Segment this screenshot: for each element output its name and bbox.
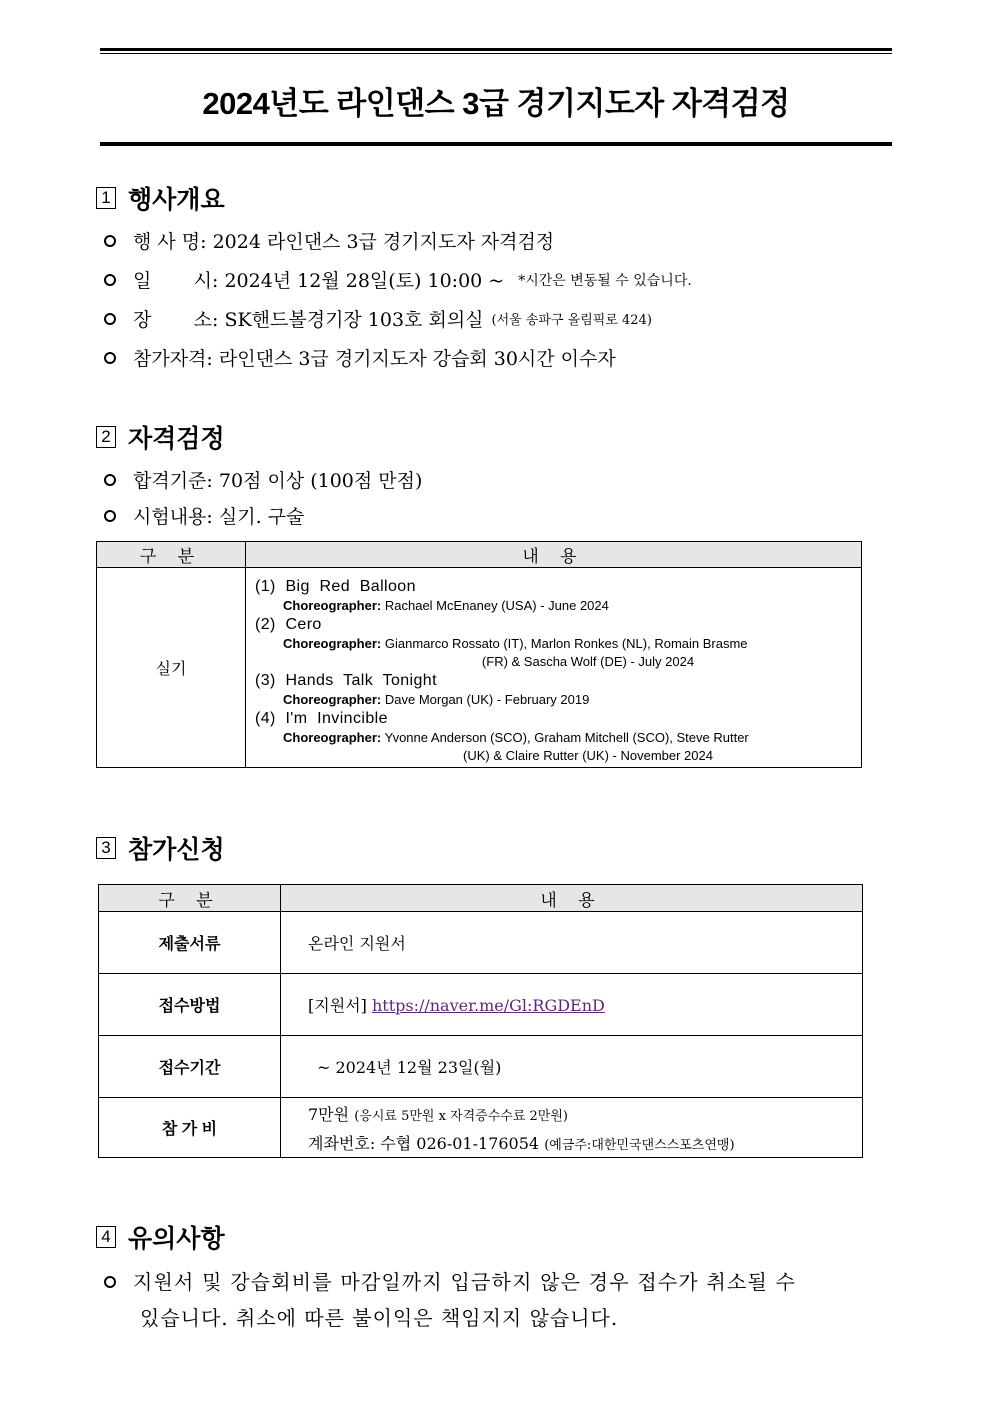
section-heading-exam [96, 420, 225, 454]
choreographer-value: Yvonne Anderson (SCO), Graham Mitchell (SCO), Steve Rutter [384, 730, 749, 745]
item-label: 합격기준: [133, 470, 213, 492]
row-value-documents: 온라인 지원서 [281, 912, 863, 974]
dance-choreographer [255, 729, 853, 765]
bullet-circle-icon [104, 474, 116, 486]
table-row-label: 실기 [97, 568, 246, 768]
fee-account-line [308, 1131, 862, 1154]
list-item-venue [104, 305, 652, 332]
dance-choreographer [255, 691, 853, 709]
table-header-row [97, 542, 862, 568]
notice-text-line1: 지원서 및 강습회비를 마감일까지 입금하지 않은 경우 접수가 취소될 수 [133, 1270, 797, 1294]
bullet-circle-icon [104, 352, 116, 364]
method-prefix: [지원서] [308, 996, 367, 1015]
notice-first-line [104, 1264, 884, 1300]
section-title: 자격검정 [128, 425, 225, 453]
bullet-circle-icon [104, 274, 116, 286]
item-value: 2024 라인댄스 3급 경기지도자 자격검정 [212, 231, 555, 253]
dance-choreographer [255, 635, 853, 671]
row-label-method: 접수방법 [99, 974, 281, 1036]
section-number-box: 2 [96, 426, 116, 448]
table-header-row [99, 885, 863, 912]
item-label: 행 사 명: [133, 231, 207, 253]
section-number-box: 1 [96, 187, 116, 209]
section-heading-application [96, 831, 225, 865]
choreographer-value: Rachael McEnaney (USA) - June 2024 [384, 598, 609, 613]
list-item-event-name [104, 227, 554, 254]
row-value-method [281, 974, 863, 1036]
item-note: *시간은 변동될 수 있습니다. [518, 272, 692, 289]
period-value: ~ 2024년 12월 23일(월) [317, 1058, 502, 1077]
dance-item [255, 709, 853, 765]
application-link[interactable]: https://naver.me/Gl:RGDEnD [371, 996, 605, 1015]
choreographer-label: Choreographer: [283, 636, 382, 651]
item-label: 참가자격: [133, 348, 213, 370]
item-value: 실기. 구술 [218, 506, 305, 528]
item-value: 70점 이상 (100점 만점) [218, 470, 423, 492]
row-value-fee [281, 1098, 863, 1158]
item-value: 라인댄스 3급 경기지도자 강습회 30시간 이수자 [218, 348, 616, 370]
choreographer-label: Choreographer: [283, 730, 382, 745]
section-title: 행사개요 [128, 186, 225, 214]
page-title: 2024년도 라인댄스 3급 경기지도자 자격검정 [202, 86, 790, 121]
row-label-period: 접수기간 [99, 1036, 281, 1098]
list-item-exam-content [104, 502, 304, 529]
fee-account-note: (예금주:대한민국댄스스포츠연맹) [544, 1137, 735, 1153]
fee-account: 계좌번호: 수협 026-01-176054 [308, 1133, 540, 1153]
dance-choreographer [255, 597, 853, 615]
table-row [97, 568, 862, 768]
application-table [98, 884, 863, 1158]
bullet-circle-icon [104, 510, 116, 522]
dance-item [255, 577, 853, 615]
item-label: 장 소: [133, 309, 219, 331]
item-label: 일 시: [133, 270, 219, 292]
dance-title: (3) Hands Talk Tonight [255, 672, 437, 689]
choreographer-value: Dave Morgan (UK) - February 2019 [384, 692, 590, 707]
title-rule-top [100, 48, 892, 54]
row-label-fee: 참 가 비 [99, 1098, 281, 1158]
section-title: 유의사항 [128, 1225, 225, 1253]
title-block [100, 48, 892, 148]
table-row [99, 1036, 863, 1098]
title-rule-bottom [100, 140, 892, 146]
dance-title: (4) I'm Invincible [255, 710, 388, 727]
choreographer-continuation: (UK) & Claire Rutter (UK) - November 2024 [463, 748, 713, 763]
dance-title: (2) Cero [255, 616, 322, 633]
list-item-eligibility [104, 344, 616, 371]
row-value-period [281, 1036, 863, 1098]
bullet-circle-icon [104, 235, 116, 247]
table-row [99, 1098, 863, 1158]
dance-list-cell [246, 568, 862, 768]
item-note: (서울 송파구 올림픽로 424) [491, 313, 652, 328]
choreographer-label: Choreographer: [283, 692, 382, 707]
table-header-content: 내 용 [246, 542, 862, 568]
choreographer-value: Gianmarco Rossato (IT), Marlon Ronkes (NL), Romain Brasme [384, 636, 748, 651]
notice-paragraph [104, 1264, 884, 1336]
choreographer-continuation: (FR) & Sascha Wolf (DE) - July 2024 [481, 654, 695, 669]
table-row [99, 974, 863, 1036]
section-number-box: 3 [96, 837, 116, 859]
section-heading-overview [96, 181, 225, 215]
item-label: 시험내용: [133, 506, 213, 528]
row-label-documents: 제출서류 [99, 912, 281, 974]
choreographer-label: Choreographer: [283, 598, 382, 613]
dance-item [255, 615, 853, 671]
section-heading-notice [96, 1220, 225, 1254]
bullet-circle-icon [104, 313, 116, 325]
item-value: SK핸드볼경기장 103호 회의실 [224, 309, 484, 331]
item-value: 2024년 12월 28일(토) 10:00 ~ [224, 270, 505, 292]
table-header-category: 구 분 [99, 885, 281, 912]
table-header-category: 구 분 [97, 542, 246, 568]
fee-amount: 7만원 [308, 1104, 350, 1124]
list-item-pass-criteria [104, 466, 422, 493]
exam-table [96, 541, 862, 768]
bullet-circle-icon [104, 1276, 116, 1288]
list-item-datetime [104, 266, 692, 293]
dance-item [255, 671, 853, 709]
section-title: 참가신청 [128, 836, 225, 864]
section-number-box: 4 [96, 1226, 116, 1248]
fee-amount-note: (응시료 5만원 x 자격증수수료 2만원) [354, 1108, 568, 1124]
fee-amount-line [308, 1102, 862, 1125]
table-header-content: 내 용 [281, 885, 863, 912]
dance-title: (1) Big Red Balloon [255, 578, 416, 595]
table-row [99, 912, 863, 974]
notice-text-line2: 있습니다. 취소에 따른 불이익은 책임지지 않습니다. [140, 1306, 619, 1330]
